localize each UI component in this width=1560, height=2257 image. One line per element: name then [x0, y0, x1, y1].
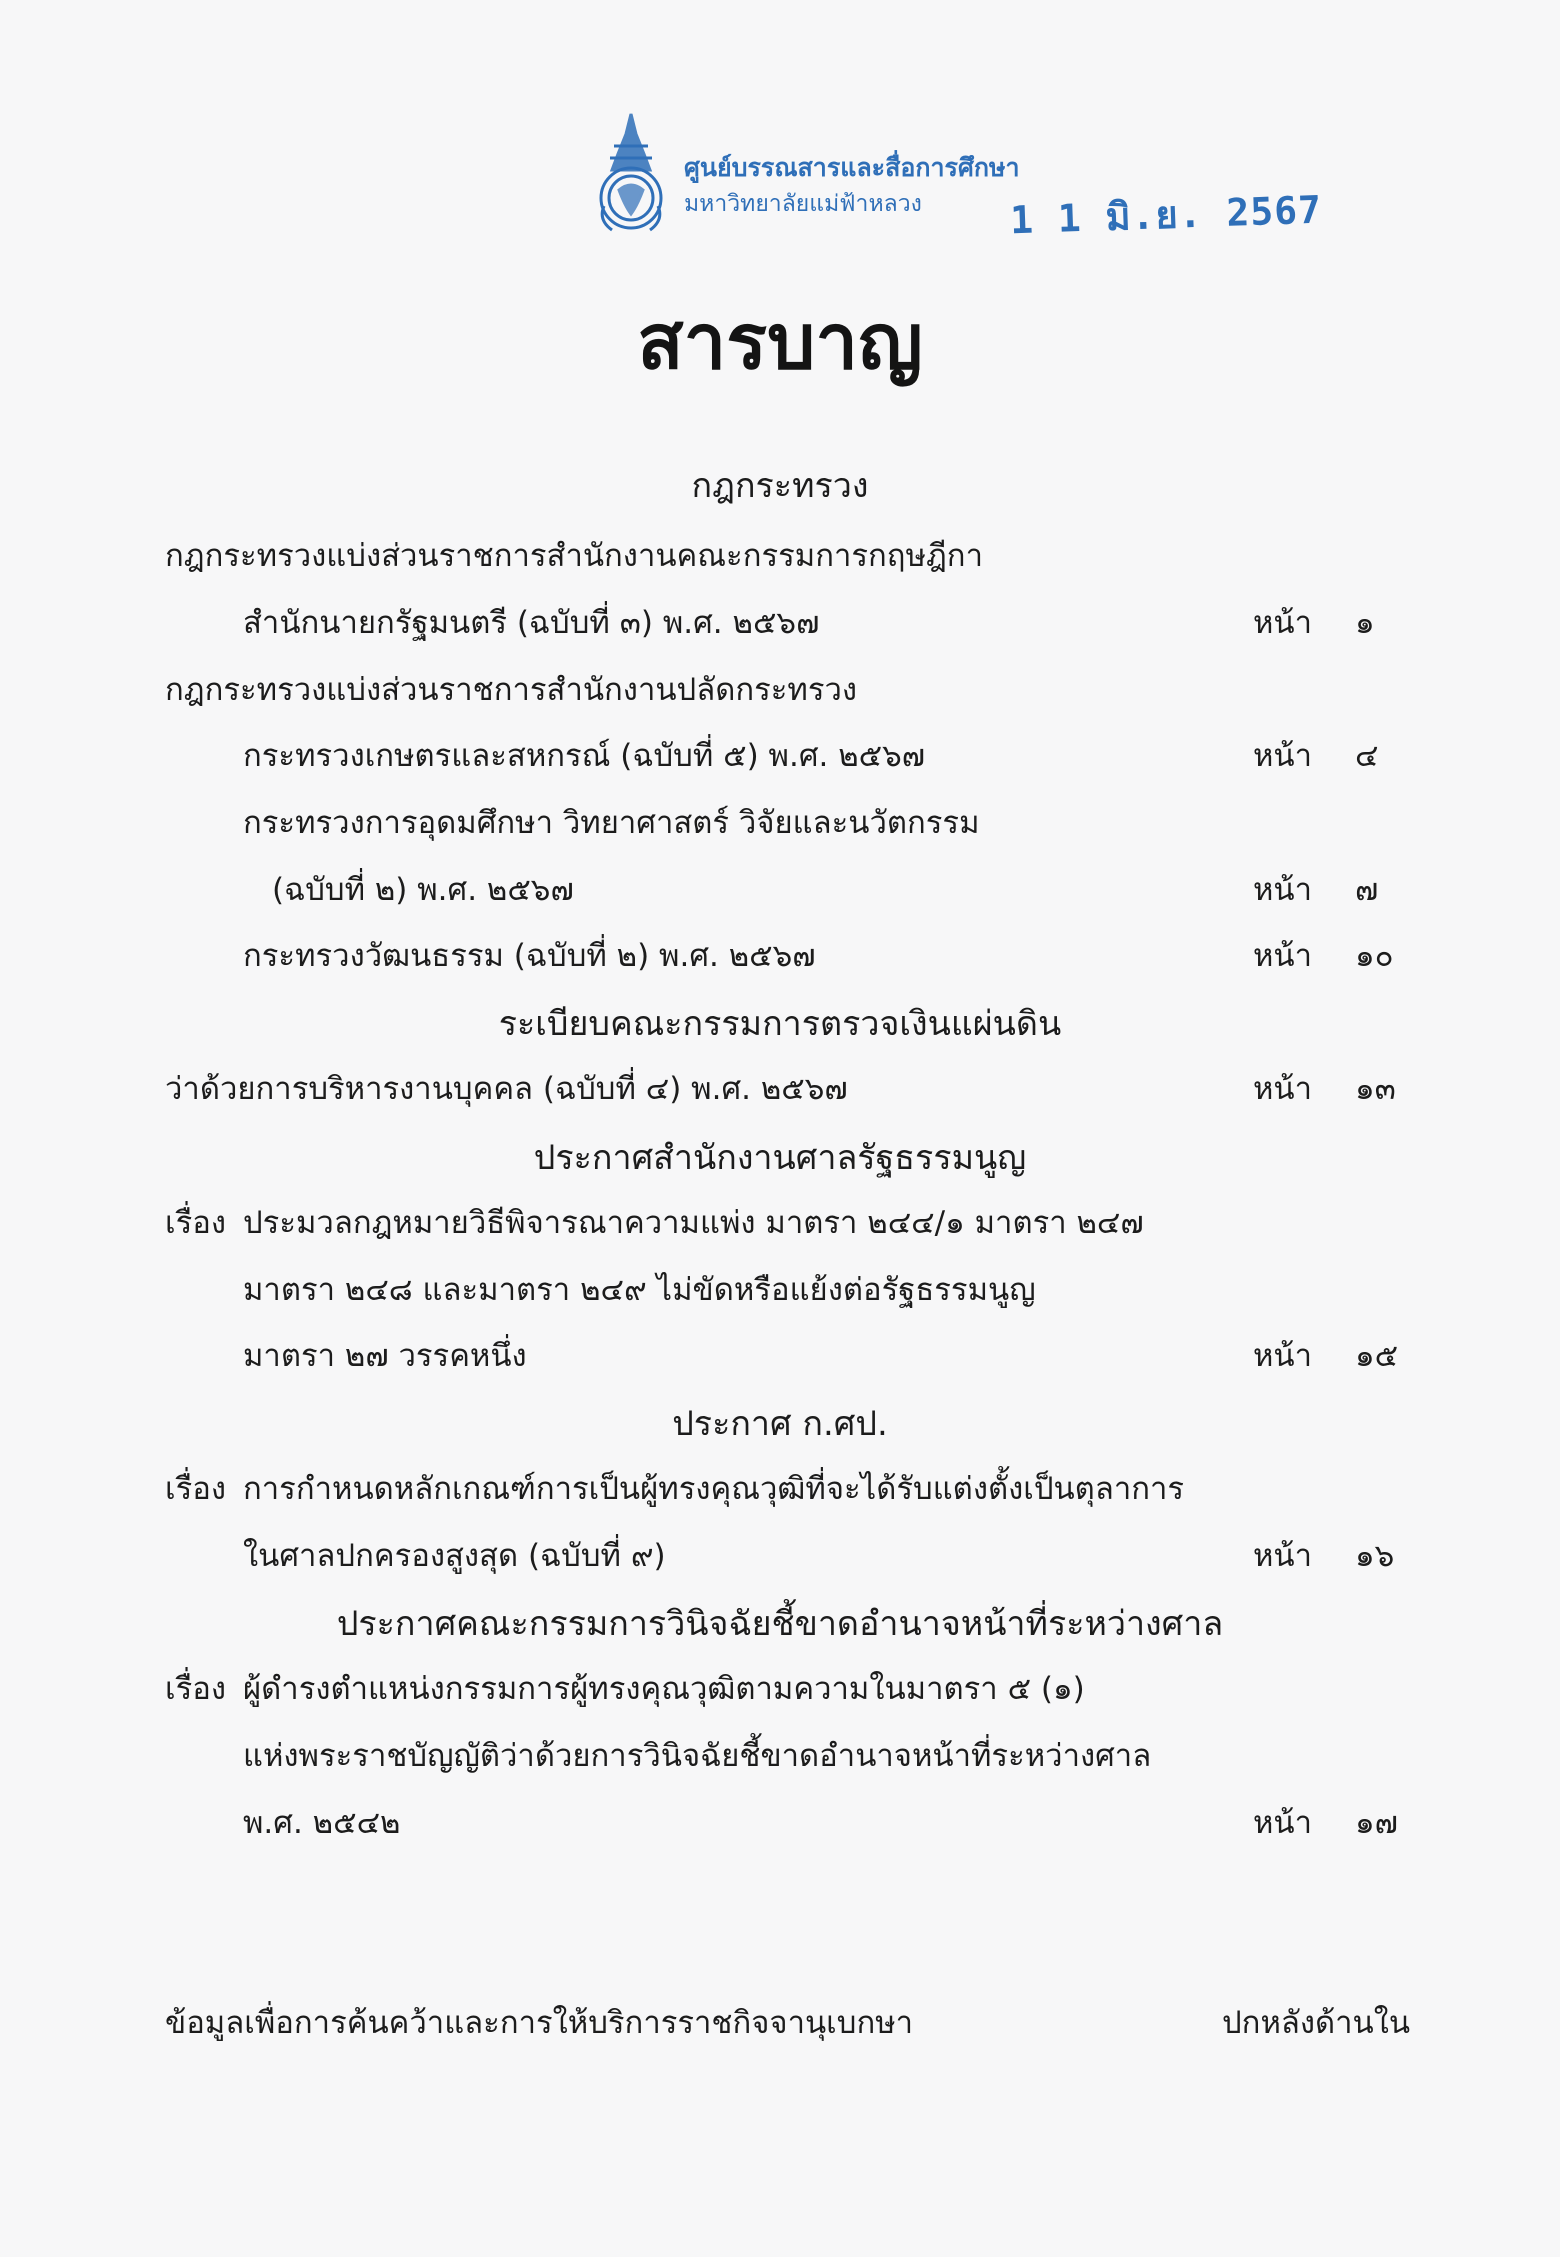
page-label: หน้า [1253, 1338, 1313, 1374]
toc-line: กระทรวงการอุดมศึกษา วิทยาศาสตร์ วิจัยและนวัตกรรม [243, 805, 980, 841]
page-label: หน้า [1253, 938, 1313, 974]
toc-line: มาตรา ๒๔๘ และมาตรา ๒๔๙ ไม่ขัดหรือแย้งต่อรัฐธรรมนูญ [243, 1272, 1036, 1308]
footer-page-location: ปกหลังด้านใน [1222, 2005, 1411, 2041]
toc-line: กฎกระทรวงแบ่งส่วนราชการสำนักงานปลัดกระทรวง [165, 672, 858, 708]
toc-line: ว่าด้วยการบริหารงานบุคคล (ฉบับที่ ๔) พ.ศ. ๒๕๖๗ [165, 1071, 848, 1107]
page-label: หน้า [1253, 1538, 1313, 1574]
toc-line [165, 1463, 1184, 1513]
subject-prefix: เรื่อง [165, 1471, 227, 1507]
page-label: หน้า [1253, 1805, 1313, 1841]
toc-line-text: ผู้ดำรงตำแหน่งกรรมการผู้ทรงคุณวุฒิตามความในมาตรา ๕ (๑) [243, 1671, 1085, 1707]
toc-line: กระทรวงเกษตรและสหกรณ์ (ฉบับที่ ๕) พ.ศ. ๒๕๖๗ [243, 738, 926, 774]
section-heading: ประกาศคณะกรรมการวินิจฉัยชี้ขาดอำนาจหน้าที่ระหว่างศาล [336, 1604, 1224, 1644]
toc-line: สำนักนายกรัฐมนตรี (ฉบับที่ ๓) พ.ศ. ๒๕๖๗ [243, 605, 820, 641]
subject-prefix: เรื่อง [165, 1205, 227, 1241]
page-label: หน้า [1253, 605, 1313, 641]
university-emblem-icon [592, 110, 670, 236]
stamp-university-name: มหาวิทยาลัยแม่ฟ้าหลวง [684, 191, 922, 217]
page-number: ๑๗ [1355, 1805, 1398, 1841]
toc-line [165, 1663, 1085, 1713]
section-heading: กฎกระทรวง [691, 466, 869, 506]
page-number: ๑ [1355, 605, 1375, 641]
toc-line: (ฉบับที่ ๒) พ.ศ. ๒๕๖๗ [272, 872, 574, 908]
toc-line: พ.ศ. ๒๕๔๒ [243, 1805, 401, 1841]
page-number: ๑๐ [1355, 938, 1394, 974]
toc-line-text: การกำหนดหลักเกณฑ์การเป็นผู้ทรงคุณวุฒิที่จะได้รับแต่งตั้งเป็นตุลาการ [243, 1471, 1185, 1507]
toc-line: มาตรา ๒๗ วรรคหนึ่ง [243, 1338, 527, 1374]
toc-line-text: ประมวลกฎหมายวิธีพิจารณาความแพ่ง มาตรา ๒๔๔/๑ มาตรา ๒๔๗ [243, 1205, 1144, 1241]
toc-line: กระทรวงวัฒนธรรม (ฉบับที่ ๒) พ.ศ. ๒๕๖๗ [243, 938, 816, 974]
page-label: หน้า [1253, 1071, 1313, 1107]
footer-note: ข้อมูลเพื่อการค้นคว้าและการให้บริการราชกิจจานุเบกษา [165, 2005, 914, 2041]
section-heading: ประกาศสำนักงานศาลรัฐธรรมนูญ [533, 1138, 1027, 1178]
toc-line [165, 1197, 1144, 1247]
stamp-date: 1 1 มิ.ย. 2567 [1009, 187, 1323, 243]
page-number: ๑๖ [1355, 1538, 1395, 1574]
page-number: ๗ [1355, 872, 1379, 908]
page-label: หน้า [1253, 872, 1313, 908]
stamp-library-name: ศูนย์บรรณสารและสื่อการศึกษา [684, 153, 1020, 182]
toc-line: ในศาลปกครองสูงสุด (ฉบับที่ ๙) [243, 1538, 666, 1574]
subject-prefix: เรื่อง [165, 1671, 227, 1707]
section-heading: ระเบียบคณะกรรมการตรวจเงินแผ่นดิน [498, 1004, 1062, 1044]
section-heading: ประกาศ ก.ศป. [672, 1404, 888, 1444]
library-stamp [592, 110, 1323, 243]
toc-line: แห่งพระราชบัญญัติว่าด้วยการวินิจฉัยชี้ขาดอำนาจหน้าที่ระหว่างศาล [243, 1738, 1152, 1774]
page-title: สารบาญ [637, 297, 923, 386]
page-label: หน้า [1253, 738, 1313, 774]
page-number: ๑๓ [1355, 1071, 1396, 1107]
page-number: ๑๕ [1355, 1338, 1399, 1374]
page-number: ๔ [1355, 738, 1379, 774]
toc-line: กฎกระทรวงแบ่งส่วนราชการสำนักงานคณะกรรมการกฤษฎีกา [165, 538, 983, 574]
